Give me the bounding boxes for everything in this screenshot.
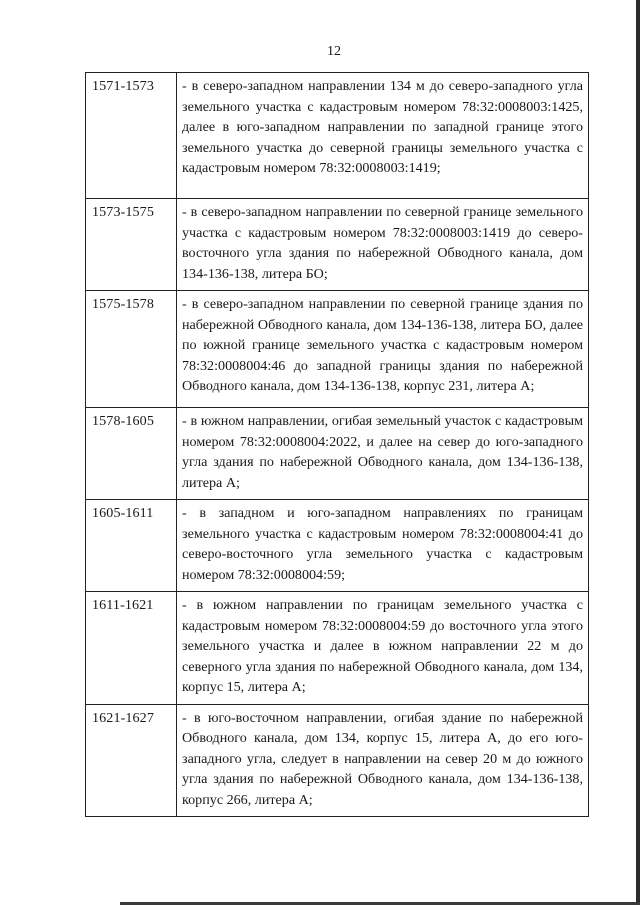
description-cell: - в юго-восточном направлении, огибая здание по набережной Обводного канала, дом 134, корпус 15, литера А, до его юго-западного угла, следует в направлении на север 20 м до южного угла здания по набережной Обводного канала, дом 134-136-138, корпус 266, литера А; [177,704,589,817]
segment-cell: 1621-1627 [86,704,177,817]
table-row [86,291,589,408]
description-cell: - в южном направлении, огибая земельный участок с кадастровым номером 78:32:0008004:2022, и далее на север до юго-западного угла здания по набережной Обводного канала, дом 134-136-138, литера А; [177,408,589,500]
table-row [86,73,589,199]
table-row [86,704,589,817]
description-cell: - в северо-западном направлении по северной границе земельного участка с кадастровым номером 78:32:0008003:1419 до северо-восточного угла здания по набережной Обводного канала, дом 134-136-138, литера БО; [177,199,589,291]
segment-cell: 1573-1575 [86,199,177,291]
page-number: 12 [327,44,341,59]
table-row [86,408,589,500]
description-cell: - в южном направлении по границам земельного участка с кадастровым номером 78:32:0008004:59 до восточного угла этого земельного участка и далее в южном направлении 22 м до северного угла здания по набережной Обводного канала, дом 134, корпус 15, литера А; [177,592,589,705]
table-row [86,500,589,592]
segment-cell: 1578-1605 [86,408,177,500]
table-row [86,199,589,291]
segment-cell: 1605-1611 [86,500,177,592]
segment-cell: 1571-1573 [86,73,177,199]
table-row [86,592,589,705]
boundary-table [85,72,589,817]
description-cell: - в северо-западном направлении 134 м до северо-западного угла земельного участка с кадастровым номером 78:32:0008003:1425, далее в юго-западном направлении по западной границе этого земельного участка до северной границы земельного участка с кадастровым номером 78:32:0008003:1419; [177,73,589,199]
description-cell: - в западном и юго-западном направлениях по границам земельного участка с кадастровым номером 78:32:0008004:41 до северо-восточного угла земельного участка с кадастровым номером 78:32:0008004:59; [177,500,589,592]
scan-edge-right [636,0,640,905]
description-cell: - в северо-западном направлении по северной границе здания по набережной Обводного канала, дом 134-136-138, литера БО, далее по южной границе земельного участка с кадастровым номером 78:32:0008004:46 до западной границы здания по набережной Обводного канала, дом 134-136-138, корпус 231, литера А; [177,291,589,408]
segment-cell: 1575-1578 [86,291,177,408]
segment-cell: 1611-1621 [86,592,177,705]
